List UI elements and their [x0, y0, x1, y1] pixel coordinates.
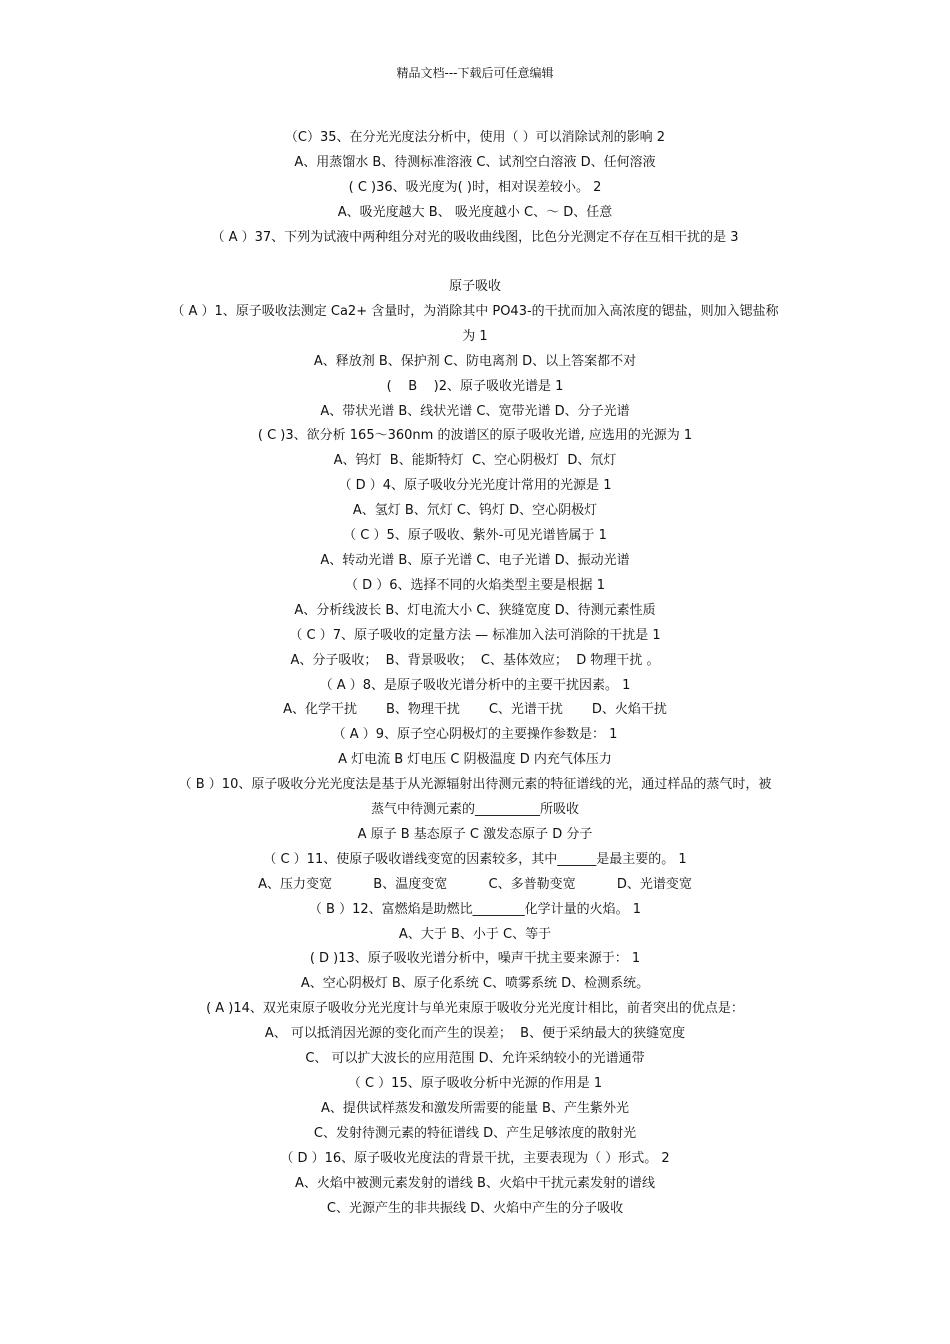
text-line: A、火焰中被测元素发射的谱线 B、火焰中干扰元素发射的谱线 — [295, 1175, 655, 1191]
text-line: A、 可以抵消因光源的变化而产生的误差； B、便于采纳最大的狭缝宽度 — [264, 1026, 686, 1042]
text-line: （ B ）12、富燃焰是助燃比________化学计量的火焰。 1 — [308, 901, 642, 917]
text-line: ( D )13、原子吸收光谱分析中，噪声干扰主要来源于： 1 — [309, 951, 641, 967]
text-line: （ D ）4、原子吸收分光光度计常用的光源是 1 — [338, 478, 612, 494]
text-line: （ C ）5、原子吸收、紫外-可见光谱皆属于 1 — [343, 528, 607, 544]
text-line: 蒸气中待测元素的__________所吸收 — [370, 802, 579, 818]
text-line: （ D ）16、原子吸收光度法的背景干扰，主要表现为（ ）形式。 2 — [280, 1150, 670, 1166]
text-line: （ B ）10、原子吸收分光光度法是基于从光源辐射出待测元素的特征谱线的光，通过样品的蒸气时，被 — [178, 777, 772, 793]
text-line: A、转动光谱 B、原子光谱 C、电子光谱 D、振动光谱 — [320, 552, 630, 568]
text-line: A、空心阴极灯 B、原子化系统 C、喷雾系统 D、检测系统。 — [300, 976, 650, 992]
text-line: A、吸光度越大 B、 吸光度越小 C、～ D、任意 — [337, 204, 613, 220]
text-line: C、发射待测元素的特征谱线 D、产生足够浓度的散射光 — [313, 1125, 637, 1141]
page-header: 精品文档---下载后可任意编辑 — [396, 66, 554, 80]
text-line: A、分子吸收； B、背景吸收； C、基体效应； D 物理干扰 。 — [290, 652, 660, 668]
text-line: （ A ）1、原子吸收法测定 Ca2+ 含量时，为消除其中 PO43-的干扰而加入高浓度的锶盐，则加入锶盐称 — [171, 303, 779, 319]
text-line: A、钨灯 B、能斯特灯 C、空心阴极灯 D、氘灯 — [333, 453, 617, 469]
section-title: 原子吸收 — [448, 279, 501, 294]
text-line: A、带状光谱 B、线状光谱 C、宽带光谱 D、分子光谱 — [320, 403, 630, 419]
text-line: （ A ）8、是原子吸收光谱分析中的主要干扰因素。 1 — [319, 677, 631, 693]
text-line: A、大于 B、小于 C、等于 — [398, 926, 552, 942]
text-line: A、氢灯 B、氘灯 C、钨灯 D、空心阴极灯 — [352, 503, 598, 519]
text-line: C、 可以扩大波长的应用范围 D、允许采纳较小的光谱通带 — [305, 1051, 645, 1067]
text-line: （C）35、在分光光度法分析中，使用（ ）可以消除试剂的影响 2 — [284, 130, 666, 145]
text-line: A、压力变宽 B、温度变宽 C、多普勒变宽 D、光谱变宽 — [258, 876, 692, 892]
text-line: A、分析线波长 B、灯电流大小 C、狭缝宽度 D、待测元素性质 — [294, 602, 656, 618]
text-line: 为 1 — [462, 328, 488, 344]
text-line: （ A ）37、下列为试液中两种组分对光的吸收曲线图，比色分光测定不存在互相干扰的是 3 — [211, 229, 739, 245]
text-line: ( A )14、双光束原子吸收分光光度计与单光束原于吸收分光光度计相比，前者突出的优点是： — [206, 1001, 744, 1017]
text-line: A 灯电流 B 灯电压 C 阴极温度 D 内充气体压力 — [338, 752, 612, 768]
text-line: C、光源产生的非共振线 D、火焰中产生的分子吸收 — [326, 1200, 624, 1216]
text-line: A 原子 B 基态原子 C 激发态原子 D 分子 — [357, 826, 593, 842]
text-line: A、用蒸馏水 B、待测标准溶液 C、试剂空白溶液 D、任何溶液 — [294, 154, 656, 170]
text-line: A、提供试样蒸发和激发所需要的能量 B、产生紫外光 — [321, 1100, 629, 1116]
question-section-spectrophotometry — [0, 126, 950, 251]
text-line: A、释放剂 B、保护剂 C、防电离剂 D、以上答案都不对 — [313, 353, 637, 369]
question-section-atomic-absorption — [0, 275, 950, 1221]
text-line: ( C )36、吸光度为( )时，相对误差较小。 2 — [348, 179, 602, 195]
text-line: ( C )3、欲分析 165～360nm 的波谱区的原子吸收光谱, 应选用的光源为 1 — [257, 428, 693, 444]
text-line: A、化学干扰 B、物理干扰 C、光谱干扰 D、火焰干扰 — [283, 702, 667, 718]
text-line: （ D ）6、选择不同的火焰类型主要是根据 1 — [345, 577, 605, 593]
text-line: ( B )2、原子吸收光谱是 1 — [386, 378, 564, 394]
text-line: （ A ）9、原子空心阴极灯的主要操作参数是： 1 — [332, 727, 618, 743]
text-line: （ C ）11、使原子吸收谱线变宽的因素较多，其中______是最主要的。 1 — [263, 851, 687, 867]
text-line: （ C ）7、原子吸收的定量方法 — 标准加入法可消除的干扰是 1 — [289, 627, 661, 643]
text-line: （ C ）15、原子吸收分析中光源的作用是 1 — [347, 1076, 603, 1091]
